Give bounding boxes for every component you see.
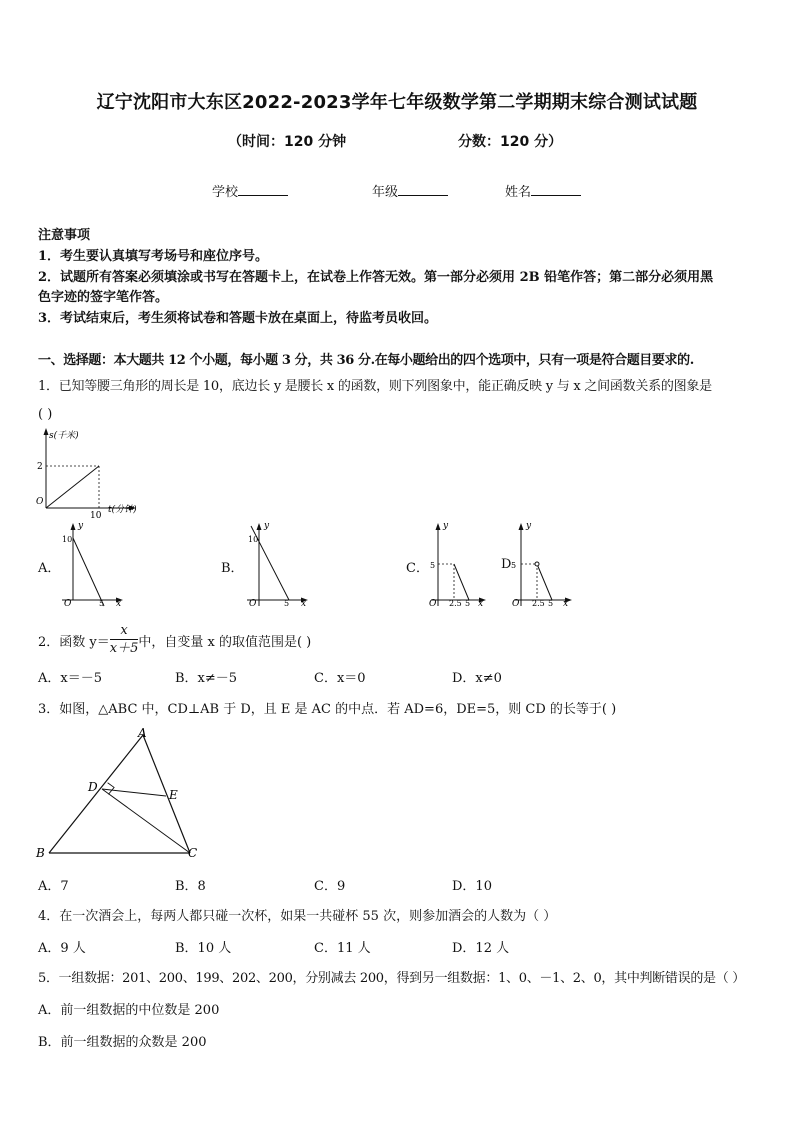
q2-stem-pre: 2．函数 y＝ — [38, 634, 110, 650]
q4-option-b[interactable]: B．10 人 — [175, 941, 232, 956]
q1-option-d-label[interactable]: D — [501, 557, 512, 572]
q2-stem — [38, 620, 311, 660]
d-tick-5x: 5 — [548, 599, 554, 608]
q1-option-a-label[interactable]: A． — [38, 561, 61, 576]
point-e: E — [169, 788, 178, 802]
ref-origin: O — [36, 497, 44, 507]
q1-paren: ( ) — [38, 407, 53, 422]
grade-label: 年级 — [372, 185, 399, 200]
d-tick-2-5: 2.5 — [532, 599, 545, 608]
point-c: C — [188, 846, 198, 860]
q3-option-b[interactable]: B．8 — [175, 879, 206, 894]
q1-option-a-graph[interactable] — [58, 518, 128, 610]
q2-stem-post: 中，自变量 x 的取值范围是( ) — [138, 634, 312, 650]
q1-option-c-label[interactable]: C． — [406, 561, 429, 576]
q2-denominator: x＋5 — [109, 640, 139, 656]
q2-numerator: x — [110, 623, 139, 640]
a-origin: O — [64, 599, 72, 609]
a-x-label: x — [116, 599, 122, 609]
q5-option-a[interactable]: A．前一组数据的中位数是 200 — [38, 1003, 220, 1018]
note-1: 1．考生要认真填写考场号和座位序号。 — [38, 249, 269, 264]
point-d: D — [88, 780, 98, 794]
point-b: B — [36, 846, 45, 860]
d-y-label: y — [526, 521, 532, 531]
q3-option-c[interactable]: C．9 — [314, 879, 346, 894]
note-3: 3．考试结束后，考生须将试卷和答题卡放在桌面上，待监考员收回。 — [38, 311, 438, 326]
a-tick-5: 5 — [99, 599, 105, 608]
q3-triangle-figure — [30, 722, 210, 862]
q4-option-c[interactable]: C．11 人 — [314, 941, 371, 956]
school-field — [212, 181, 288, 200]
q5-stem: 5．一组数据：201、200、199、202、200，分别减去 200，得到另一组数据：1、0、－1、2、0，其中判断错误的是（ ） — [38, 971, 745, 986]
ref-x-label: t(分钟) — [108, 505, 137, 515]
d-tick-5y: 5 — [511, 561, 517, 570]
exam-time: （时间：120 分钟 — [228, 134, 347, 150]
q4-stem: 4．在一次酒会上，每两人都只碰一次杯，如果一共碰杯 55 次，则参加酒会的人数为（ ） — [38, 909, 557, 924]
c-tick-5x: 5 — [465, 599, 471, 608]
c-tick-5y: 5 — [430, 561, 436, 570]
school-blank — [238, 183, 288, 196]
ref-y-label: s(千米) — [49, 431, 79, 441]
q2-option-a[interactable]: A．x＝－5 — [38, 671, 102, 686]
grade-field — [372, 181, 448, 200]
q1-reference-graph — [30, 425, 150, 520]
q1-option-b-graph[interactable] — [243, 518, 313, 610]
a-tick-10: 10 — [62, 535, 73, 544]
name-blank — [531, 183, 581, 196]
q1-option-b-label[interactable]: B． — [221, 561, 244, 576]
q2-option-c[interactable]: C．x＝0 — [314, 671, 366, 686]
notes-heading: 注意事项 — [38, 228, 91, 243]
section-heading: 一、选择题：本大题共 12 个小题，每小题 3 分，共 36 分.在每小题给出的四个选项中，只有一项是符合题目要求的. — [38, 353, 694, 368]
c-x-label: x — [478, 599, 484, 609]
d-x-label: x — [563, 599, 569, 609]
q1-option-d-graph[interactable] — [506, 518, 576, 610]
a-y-label: y — [78, 521, 84, 531]
note-2a: 2．试题所有答案必须填涂或书写在答题卡上，在试卷上作答无效。第一部分必须用 2B 铅笔作答；第二部分必须用黑 — [38, 270, 714, 285]
name-field — [505, 181, 581, 200]
b-x-label: x — [301, 599, 307, 609]
q3-option-a[interactable]: A．7 — [38, 879, 69, 894]
grade-blank — [398, 183, 448, 196]
ref-y-tick: 2 — [37, 462, 43, 472]
q1-option-c-graph[interactable] — [423, 518, 493, 610]
q1-stem: 1．已知等腰三角形的周长是 10，底边长 y 是腰长 x 的函数，则下列图象中，能正确反映 y 与 x 之间函数关系的图象是 — [38, 379, 712, 394]
q3-stem: 3．如图，△ABC 中，CD⊥AB 于 D，且 E 是 AC 的中点．若 AD=6，DE=5，则 CD 的长等于( ) — [38, 702, 617, 717]
d-origin: O — [512, 599, 520, 609]
exam-title: 辽宁沈阳市大东区2022-2023学年七年级数学第二学期期末综合测试试题 — [96, 92, 698, 113]
b-origin: O — [249, 599, 257, 609]
c-origin: O — [429, 599, 437, 609]
name-label: 姓名 — [505, 185, 532, 200]
b-tick-10: 10 — [248, 535, 259, 544]
q2-option-d[interactable]: D．x≠0 — [452, 671, 502, 686]
b-y-label: y — [264, 521, 270, 531]
school-label: 学校 — [212, 185, 239, 200]
exam-score: 分数：120 分） — [458, 134, 563, 150]
q5-option-b[interactable]: B．前一组数据的众数是 200 — [38, 1035, 207, 1050]
point-a: A — [138, 726, 147, 740]
ref-x-tick: 10 — [90, 511, 102, 520]
q4-option-a[interactable]: A．9 人 — [38, 941, 86, 956]
d-open-point — [535, 562, 539, 566]
q2-fraction — [110, 623, 139, 658]
q4-option-d[interactable]: D．12 人 — [452, 941, 510, 956]
b-tick-5: 5 — [284, 599, 290, 608]
q3-option-d[interactable]: D．10 — [452, 879, 492, 894]
c-tick-2-5: 2.5 — [449, 599, 462, 608]
c-y-label: y — [443, 521, 449, 531]
note-2b: 色字迹的签字笔作答。 — [38, 290, 169, 305]
q2-option-b[interactable]: B．x≠－5 — [175, 671, 238, 686]
